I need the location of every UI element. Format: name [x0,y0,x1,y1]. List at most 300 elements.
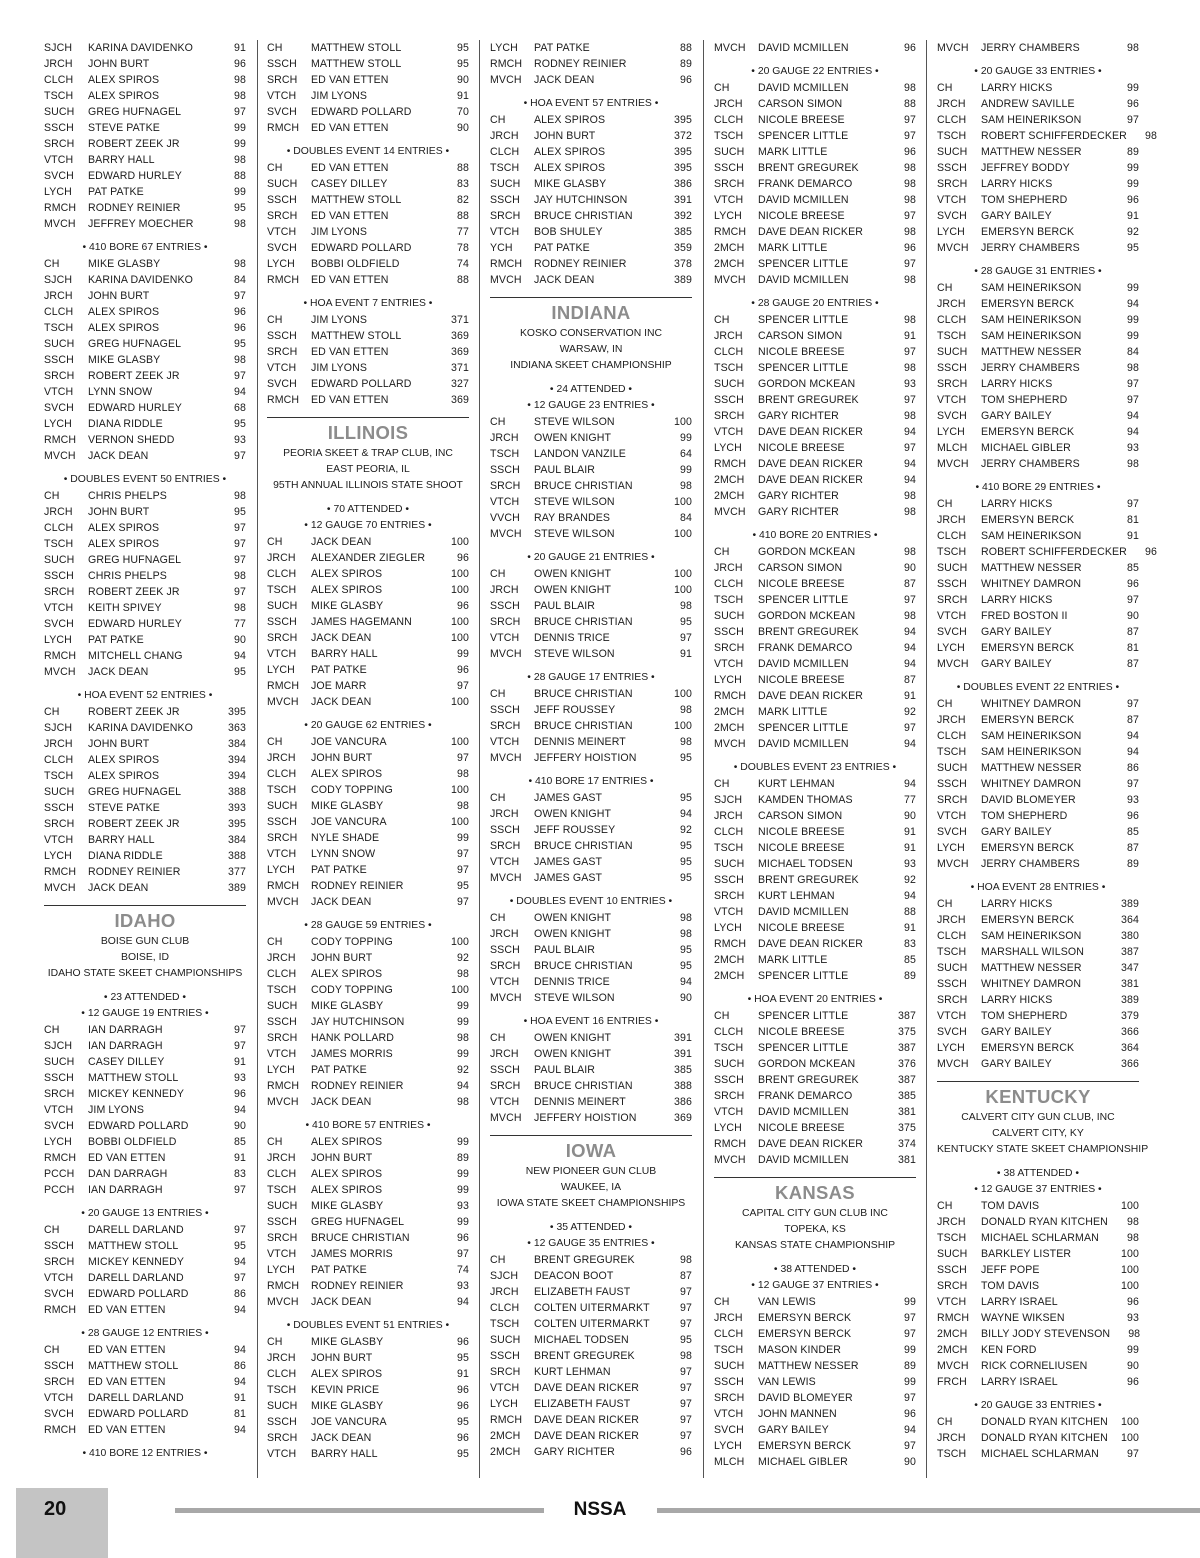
class-code: CLCH [490,146,520,158]
class-code: SSCH [937,1264,967,1276]
score: 94 [234,650,246,662]
shooter-name: ALEX SPIROS [311,968,383,980]
class-code: SSCH [714,1376,744,1388]
shooter-name: DAVE DEAN RICKER [534,1382,640,1394]
class-code: SRCH [44,586,75,598]
score: 91 [904,690,916,702]
result-row [714,1008,916,1024]
result-row [267,1294,469,1310]
result-row [937,1414,1139,1430]
column-divider [926,40,927,1478]
result-row [490,1380,692,1396]
score: 91 [1127,210,1139,222]
result-row [267,678,469,694]
score: 94 [680,976,692,988]
result-row [490,224,692,240]
shooter-name: JIM LYONS [311,314,368,326]
result-row [267,694,469,710]
score: 94 [1127,298,1139,310]
result-row [714,144,916,160]
result-row [44,864,246,880]
result-row [937,40,1139,56]
score: 88 [680,42,692,54]
score: 77 [234,618,246,630]
shooter-name: JEFFERY HOISTION [534,752,637,764]
score: 83 [234,1168,246,1180]
shooter-name: KAMDEN THOMAS [758,794,853,806]
shooter-name: ALEX SPIROS [88,322,160,334]
result-row [714,80,916,96]
result-row [490,1364,692,1380]
result-row [490,240,692,256]
class-code: SUCH [267,1400,298,1412]
shooter-name: MATTHEW NESSER [981,562,1082,574]
class-code: SRCH [267,632,298,644]
score: 90 [457,74,469,86]
class-code: SRCH [714,410,745,422]
result-row [490,926,692,942]
class-code: SRCH [937,594,968,606]
result-row [490,510,692,526]
score: 99 [904,1296,916,1308]
result-row [714,488,916,504]
score: 94 [680,808,692,820]
shooter-name: JACK DEAN [534,274,595,286]
shooter-name: GREG HUFNAGEL [88,338,182,350]
shoot-info-line: BOISE, ID [121,952,169,963]
score: 97 [904,114,916,126]
shoot-info-line: PEORIA SKEET & TRAP CLUB, INC [283,448,453,459]
shooter-name: LYNN SNOW [88,386,153,398]
class-code: MVCH [490,648,522,660]
result-row [937,776,1139,792]
result-row [490,1332,692,1348]
class-code: MVCH [490,1112,522,1124]
shooter-name: DENNIS TRICE [534,976,610,988]
score: 98 [904,410,916,422]
result-row [714,544,916,560]
score: 98 [457,1032,469,1044]
result-row [714,1024,916,1040]
score: 95 [680,792,692,804]
result-row [490,1316,692,1332]
class-code: SSCH [714,394,744,406]
score: 98 [234,570,246,582]
shooter-name: JOHN MANNEN [758,1408,837,1420]
score: 91 [234,1152,246,1164]
class-code: SRCH [490,720,521,732]
event-header: • 12 GAUGE 19 ENTRIES • [81,1008,209,1019]
class-code: LYCH [490,42,518,54]
shooter-name: STEVE WILSON [534,416,615,428]
score: 100 [674,528,692,540]
result-row [44,832,246,848]
result-row [267,160,469,176]
result-row [714,96,916,112]
class-code: MVCH [937,458,969,470]
result-row [44,336,246,352]
shooter-name: JOHN BURT [88,290,150,302]
event-header: • HOA EVENT 7 ENTRIES • [303,298,433,309]
result-row [44,664,246,680]
result-row [267,862,469,878]
shooter-name: OWEN KNIGHT [534,568,612,580]
shooter-name: MIKE GLASBY [311,1000,384,1012]
shooter-name: VERNON SHEDD [88,434,175,446]
score: 98 [234,258,246,270]
shooter-name: ROBERT ZEEK JR [88,706,180,718]
class-code: RMCH [267,122,300,134]
score: 98 [234,490,246,502]
result-row [267,88,469,104]
score: 96 [457,1232,469,1244]
result-row [490,822,692,838]
class-code: CLCH [937,114,967,126]
shooter-name: STEVE WILSON [534,992,615,1004]
column-divider [257,40,258,1478]
score: 98 [234,354,246,366]
shooter-name: ALEX SPIROS [88,306,160,318]
shooter-name: JEFF ROUSSEY [534,824,616,836]
result-row [490,838,692,854]
shooter-name: RAY BRANDES [534,512,611,524]
score: 376 [898,1058,916,1070]
class-code: SRCH [490,1366,521,1378]
result-row [937,1024,1139,1040]
class-code: RMCH [44,1304,77,1316]
score: 94 [904,890,916,902]
score: 81 [234,1408,246,1420]
shooter-name: JAMES MORRIS [311,1248,393,1260]
class-code: SSCH [490,194,520,206]
result-row [714,592,916,608]
shooter-name: RODNEY REINIER [534,58,627,70]
shooter-name: CHRIS PHELPS [88,570,167,582]
shooter-name: RODNEY REINIER [534,258,627,270]
score: 89 [904,1360,916,1372]
shooter-name: JERRY CHAMBERS [981,858,1080,870]
result-row [267,1214,469,1230]
result-row [937,1310,1139,1326]
score: 97 [904,594,916,606]
shooter-name: RICK CORNELIUSEN [981,1360,1088,1372]
score: 94 [457,1080,469,1092]
shooter-name: KEN FORD [981,1344,1037,1356]
score: 98 [904,546,916,558]
score: 96 [234,322,246,334]
class-code: SRCH [44,1256,75,1268]
class-code: TSCH [267,1384,297,1396]
class-code: SSCH [490,1350,520,1362]
score: 81 [1127,514,1139,526]
page-number-box [16,1488,108,1558]
result-row [714,888,916,904]
result-row [44,1342,246,1358]
shooter-name: MARSHALL WILSON [981,946,1084,958]
class-code: LYCH [267,864,295,876]
score: 87 [904,674,916,686]
class-code: CLCH [44,306,74,318]
score: 100 [451,632,469,644]
score: 90 [904,562,916,574]
class-code: SUCH [44,786,75,798]
result-row [714,176,916,192]
class-code: JRCH [937,714,966,726]
score: 369 [674,1112,692,1124]
score: 96 [904,42,916,54]
class-code: LYCH [267,1264,295,1276]
result-row [267,662,469,678]
score: 97 [1127,394,1139,406]
result-row [267,1166,469,1182]
class-code: SJCH [44,42,73,54]
result-row [490,614,692,630]
result-row [937,280,1139,296]
shooter-name: STEVE WILSON [534,648,615,660]
shooter-name: GORDON MCKEAN [758,546,856,558]
result-row [490,192,692,208]
result-row [937,408,1139,424]
result-row [937,960,1139,976]
score: 394 [228,770,246,782]
score: 98 [904,178,916,190]
event-header: • 410 BORE 20 ENTRIES • [752,530,878,541]
result-row [714,1040,916,1056]
score: 96 [457,1400,469,1412]
score: 93 [1127,442,1139,454]
class-code: TSCH [490,162,520,174]
result-row [714,392,916,408]
result-row [267,1334,469,1350]
shooter-name: ED VAN ETTEN [88,1344,166,1356]
result-row [937,496,1139,512]
shooter-name: DAVID BLOMEYER [758,1392,853,1404]
result-row [267,550,469,566]
result-row [490,56,692,72]
score: 99 [457,1168,469,1180]
score: 96 [1144,546,1157,558]
shooter-name: BOBBI OLDFIELD [311,258,400,270]
result-row [714,1342,916,1358]
shooter-name: CARSON SIMON [758,810,843,822]
class-code: SRCH [937,378,968,390]
class-code: CH [490,568,506,580]
score: 96 [680,74,692,86]
result-row [490,1110,692,1126]
result-row [937,1262,1139,1278]
class-code: VTCH [44,154,74,166]
score: 97 [1127,594,1139,606]
shooter-name: JOHN BURT [311,1352,373,1364]
class-code: RMCH [44,1152,77,1164]
class-code: TSCH [267,984,297,996]
result-row [490,1252,692,1268]
result-row [267,1246,469,1262]
score: 97 [904,1328,916,1340]
event-header: • HOA EVENT 28 ENTRIES • [970,882,1106,893]
score: 389 [1121,898,1139,910]
shooter-name: JERRY CHAMBERS [981,458,1080,470]
result-row [714,472,916,488]
score: 98 [1127,458,1139,470]
result-row [490,112,692,128]
shooter-name: SAM HEINERIKSON [981,746,1082,758]
score: 92 [904,706,916,718]
result-row [937,944,1139,960]
class-code: SVCH [44,1408,74,1420]
class-code: RMCH [267,880,300,892]
shooter-name: ED VAN ETTEN [88,1152,166,1164]
class-code: CH [490,792,506,804]
shooter-name: JAMES HAGEMANN [311,616,412,628]
score: 387 [1121,946,1139,958]
shooter-name: RODNEY REINIER [311,1280,404,1292]
event-header: • 38 ATTENDED • [773,1264,857,1275]
result-row [937,992,1139,1008]
class-code: PCCH [44,1184,75,1196]
shooter-name: ED VAN ETTEN [88,1424,166,1436]
class-code: LYCH [714,1122,742,1134]
class-code: MVCH [714,1154,746,1166]
shooter-name: PAT PATKE [311,1064,367,1076]
result-row [44,1118,246,1134]
shooter-name: GARY BAILEY [758,1424,829,1436]
score: 90 [904,1456,916,1468]
class-code: SVCH [44,1120,74,1132]
class-code: JRCH [937,514,966,526]
score: 97 [457,680,469,692]
score: 391 [674,1032,692,1044]
score: 95 [457,58,469,70]
score: 97 [680,1398,692,1410]
shooter-name: SPENCER LITTLE [758,314,849,326]
result-row [937,1056,1139,1072]
event-header: • 12 GAUGE 37 ENTRIES • [974,1184,1102,1195]
score: 369 [451,394,469,406]
shooter-name: BRUCE CHRISTIAN [534,210,633,222]
class-code: SUCH [714,1360,745,1372]
shooter-name: JERRY CHAMBERS [981,362,1080,374]
score: 97 [904,1312,916,1324]
shooter-name: KARINA DAVIDENKO [88,274,194,286]
result-row [937,360,1139,376]
class-code: SSCH [267,816,297,828]
shooter-name: JERRY CHAMBERS [981,242,1080,254]
shooter-name: SAM HEINERIKSON [981,330,1082,342]
shooter-name: JIM LYONS [311,226,368,238]
score: 97 [457,896,469,908]
shooter-name: SPENCER LITTLE [758,362,849,374]
shooter-name: EDWARD HURLEY [88,402,182,414]
result-row [937,1374,1139,1390]
result-row [714,904,916,920]
class-code: LYCH [714,922,742,934]
class-code: TSCH [490,448,520,460]
result-row [44,1374,246,1390]
state-heading: IOWA [490,1135,692,1164]
shooter-name: MATTHEW STOLL [311,58,402,70]
shoot-info-line: CALVERT CITY, KY [992,1128,1084,1139]
shooter-name: LARRY ISRAEL [981,1296,1058,1308]
shooter-name: JAMES GAST [534,872,603,884]
class-code: CH [490,1032,506,1044]
result-row [937,1008,1139,1024]
shooter-name: ED VAN ETTEN [311,210,389,222]
result-row [937,128,1157,144]
result-row [714,312,916,328]
class-code: SRCH [714,890,745,902]
class-code: CH [714,1010,730,1022]
shooter-name: EMERSYN BERCK [981,914,1075,926]
shoot-info-line: IDAHO STATE SKEET CHAMPIONSHIPS [47,968,243,979]
shooter-name: WHITNEY DAMRON [981,778,1082,790]
shooter-name: EDWARD POLLARD [311,378,412,390]
shooter-name: BOBBI OLDFIELD [88,1136,177,1148]
shooter-name: TOM SHEPHERD [981,810,1068,822]
shooter-name: SPENCER LITTLE [758,1010,849,1022]
shooter-name: JOHN BURT [88,506,150,518]
shooter-name: BARRY HALL [311,648,378,660]
score: 98 [904,194,916,206]
shooter-name: JACK DEAN [311,1432,372,1444]
score: 387 [898,1042,916,1054]
result-row [44,1150,246,1166]
shooter-name: MARK LITTLE [758,954,828,966]
class-code: SVCH [937,826,967,838]
class-code: SSCH [267,194,297,206]
result-row [937,312,1139,328]
result-row [490,256,692,272]
shooter-name: BARRY HALL [88,834,155,846]
class-code: JRCH [714,1312,743,1324]
score: 89 [680,58,692,70]
result-row [937,1430,1139,1446]
score: 380 [1121,930,1139,942]
class-code: CH [44,1344,60,1356]
class-code: SUCH [937,1248,968,1260]
shooter-name: KEVIN PRICE [311,1384,380,1396]
shooter-name: MIKE GLASBY [534,178,607,190]
event-header: • 24 ATTENDED • [549,384,633,395]
shooter-name: GREG HUFNAGEL [88,554,182,566]
shoot-info-line: INDIANA SKEET CHAMPIONSHIP [510,360,672,371]
shooter-name: BRUCE CHRISTIAN [534,720,633,732]
class-code: 2MCH [714,490,745,502]
class-code: 2MCH [714,258,745,270]
score: 96 [457,600,469,612]
score: 385 [674,226,692,238]
shooter-name: STEVE WILSON [534,496,615,508]
class-code: TSCH [44,538,74,550]
class-code: JRCH [937,1216,966,1228]
shooter-name: SAM HEINERIKSON [981,114,1082,126]
result-row [714,224,916,240]
shooter-name: JAY HUTCHINSON [534,194,628,206]
result-row [44,400,246,416]
result-row [714,344,916,360]
result-row [937,440,1139,456]
score: 90 [234,634,246,646]
result-row [714,656,916,672]
score: 68 [234,402,246,414]
class-code: SRCH [490,480,521,492]
score: 95 [234,338,246,350]
result-row [267,846,469,862]
shooter-name: DENNIS MEINERT [534,736,626,748]
class-code: SJCH [44,1040,73,1052]
class-code: CH [490,912,506,924]
class-code: VTCH [267,1048,297,1060]
